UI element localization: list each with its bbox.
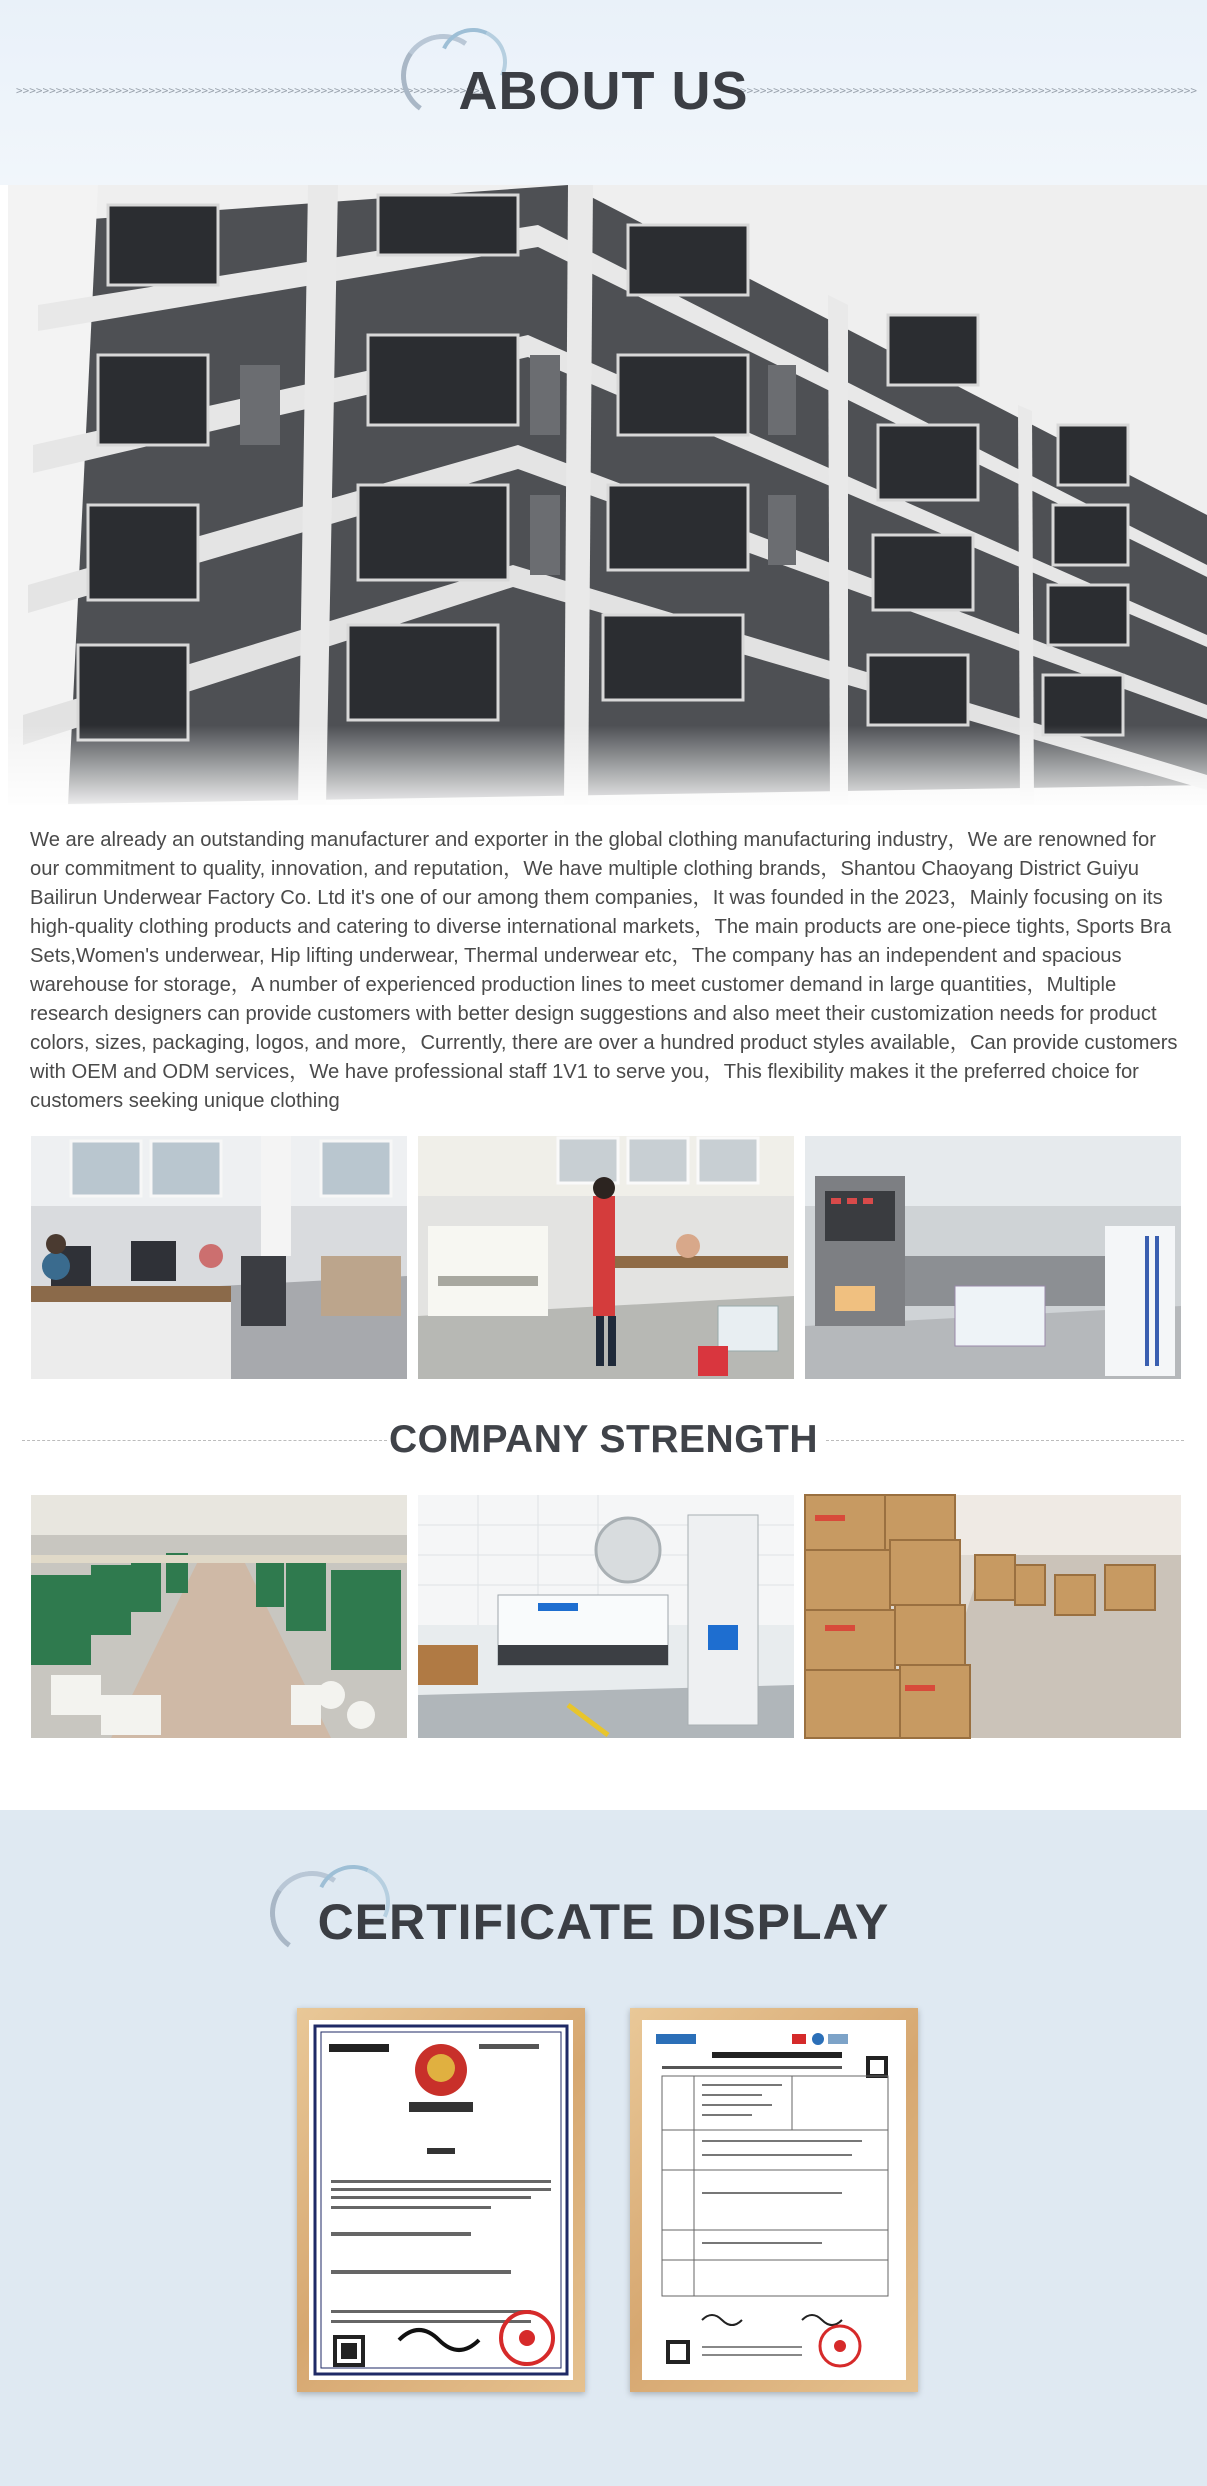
decor-arrows-left: >>>>>>>>>>>>>>>>>>>>>>>>>>>>>>>>>>>>>>>>>>>>>>>>>>>>>>>>>>>>>>>>>>>>>>> <box>16 84 487 97</box>
about-title-wrap <box>0 60 1207 122</box>
warehouse-photo <box>805 1495 1181 1738</box>
cutting-machine-photo <box>418 1495 794 1738</box>
workshop-photo <box>418 1136 794 1379</box>
strength-title: COMPANY STRENGTH <box>388 1418 819 1461</box>
trademark-certificate <box>309 2020 573 2380</box>
knitting-machines-photo <box>31 1495 407 1738</box>
about-title-text: ABOUT US <box>458 61 749 121</box>
certificate-title-text: CERTIFICATE DISPLAY <box>317 1894 890 1950</box>
about-title <box>459 60 749 122</box>
certificate-title <box>318 1893 890 1951</box>
test-report-certificate-frame <box>630 2008 918 2392</box>
strength-photo-row <box>31 1495 1181 1738</box>
office-photo <box>31 1136 407 1379</box>
machine-room-photo <box>805 1136 1181 1379</box>
factory-building-photo <box>8 185 1207 805</box>
about-header <box>0 0 1207 185</box>
test-report-certificate <box>642 2020 906 2380</box>
trademark-certificate-frame <box>297 2008 585 2392</box>
certificate-title-wrap <box>0 1893 1207 1951</box>
company-intro-text: We are already an outstanding manufacturer and exporter in the global clothing manufacturing industry，We are renowned for our commitment to quality, innovation, and reputation，We have multiple clothing brands，Shantou Chaoyang District Guiyu Bailirun Underwear Factory Co. Ltd it's one of our among them companies，It was founded in the 2023，Mainly focusing on its high-quality clothing products and catering to diverse international markets，The main products are one-piece tights, Sports Bra Sets,Women's underwear, Hip lifting underwear, Thermal underwear etc，The company has an independent and spacious warehouse for storage，A number of experienced production lines to meet customer demand in large quantities，Multiple research designers can provide customers with better design suggestions and also meet their customization needs for product colors, sizes, packaging, logos, and more，Currently, there are over a hundred product styles available，Can provide customers with OEM and ODM services，We have professional staff 1V1 to serve you，This flexibility makes it the preferred choice for customers seeking unique clothing <box>30 829 1178 1112</box>
workshop-photo-row <box>31 1136 1181 1379</box>
decor-arrows-right: <<<<<<<<<<<<<<<<<<<<<<<<<<<<<<<<<<<<<<<<<<<<<<<<<<<<<<<<<<<<<<<<<<<<<< <box>733 84 1197 97</box>
